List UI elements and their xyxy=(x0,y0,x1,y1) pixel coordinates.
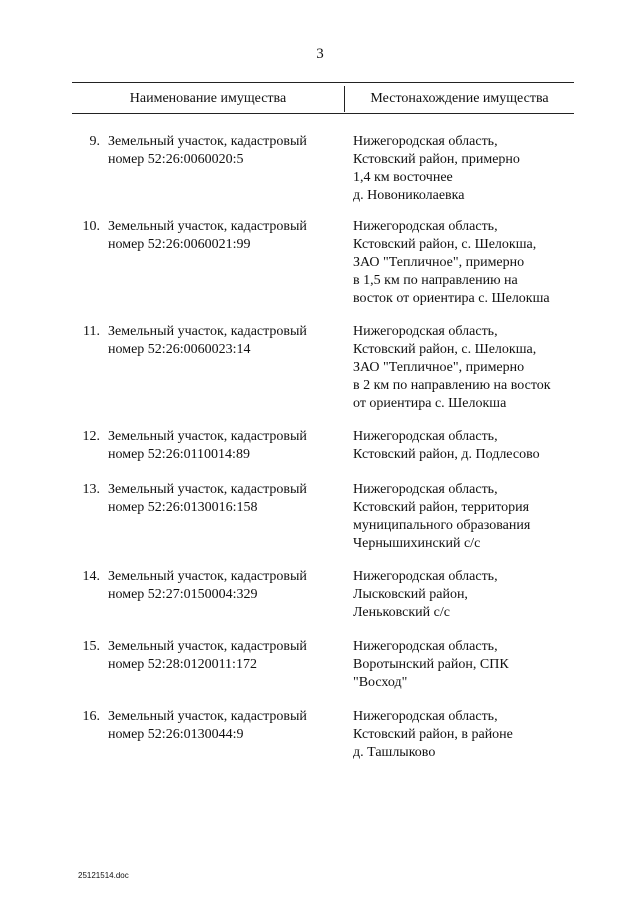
property-location xyxy=(353,133,583,205)
property-location-line: муниципального образования xyxy=(353,518,531,533)
row-number: 12. xyxy=(82,429,100,444)
property-location-line: Нижегородская область, xyxy=(353,639,498,654)
property-name xyxy=(108,323,340,359)
property-location-line: в 1,5 км по направлению на xyxy=(353,273,518,288)
property-name-line: Земельный участок, кадастровый xyxy=(108,639,307,654)
property-location xyxy=(353,481,583,553)
row-number: 9. xyxy=(89,134,100,149)
table-header-bottom-rule xyxy=(72,113,574,114)
property-location-line: Леньковский с/с xyxy=(353,605,450,620)
property-name xyxy=(108,481,340,517)
property-location xyxy=(353,568,583,622)
property-location-line: от ориентира с. Шелокша xyxy=(353,396,507,411)
property-name xyxy=(108,428,340,464)
property-name-line: Земельный участок, кадастровый xyxy=(108,709,307,724)
property-location-line: Кстовский район, в районе xyxy=(353,727,513,742)
property-location-line: Чернышихинский с/с xyxy=(353,536,481,551)
property-location xyxy=(353,708,583,762)
page-number: 3 xyxy=(316,46,324,62)
property-location-line: ЗАО "Тепличное", примерно xyxy=(353,255,525,270)
row-number: 13. xyxy=(82,482,100,497)
property-location-line: д. Ташлыково xyxy=(353,745,436,760)
property-name xyxy=(108,133,340,169)
property-location-line: Нижегородская область, xyxy=(353,429,498,444)
property-location-line: Воротынский район, СПК xyxy=(353,657,509,672)
row-number: 16. xyxy=(82,709,100,724)
property-location-line: Нижегородская область, xyxy=(353,219,498,234)
property-location xyxy=(353,638,583,692)
property-name-line: Земельный участок, кадастровый xyxy=(108,134,307,149)
property-location-line: Кстовский район, д. Подлесово xyxy=(353,447,540,462)
property-name-line: Земельный участок, кадастровый xyxy=(108,569,307,584)
table-header-location: Местонахождение имущества xyxy=(370,91,549,106)
property-name-line: Земельный участок, кадастровый xyxy=(108,219,307,234)
row-number: 11. xyxy=(83,324,100,339)
row-number: 10. xyxy=(82,219,100,234)
property-name xyxy=(108,568,340,604)
property-name-line: Земельный участок, кадастровый xyxy=(108,324,307,339)
document-filename: 25121514.doc xyxy=(78,871,129,880)
property-name-line: Земельный участок, кадастровый xyxy=(108,429,307,444)
row-number: 15. xyxy=(82,639,100,654)
property-location-line: восток от ориентира с. Шелокша xyxy=(353,291,550,306)
property-name-line: номер 52:26:0130016:158 xyxy=(108,500,258,515)
property-location-line: ЗАО "Тепличное", примерно xyxy=(353,360,525,375)
property-name-line: номер 52:26:0060021:99 xyxy=(108,237,251,252)
property-location-line: Лысковский район, xyxy=(353,587,468,602)
property-name xyxy=(108,218,340,254)
table-header-name: Наименование имущества xyxy=(129,91,287,106)
property-location-line: в 2 км по направлению на восток xyxy=(353,378,551,393)
property-location-line: д. Новониколаевка xyxy=(353,188,465,203)
property-name-line: номер 52:26:0130044:9 xyxy=(108,727,244,742)
property-location-line: Нижегородская область, xyxy=(353,709,498,724)
property-location-line: 1,4 км восточнее xyxy=(353,170,453,185)
property-location xyxy=(353,323,583,413)
property-location-line: Кстовский район, территория xyxy=(353,500,530,515)
property-name-line: номер 52:26:0110014:89 xyxy=(108,447,250,462)
row-number: 14. xyxy=(82,569,100,584)
property-location-line: Кстовский район, примерно xyxy=(353,152,520,167)
property-location-line: Кстовский район, с. Шелокша, xyxy=(353,237,537,252)
property-location xyxy=(353,428,583,464)
property-name-line: номер 52:26:0060023:14 xyxy=(108,342,251,357)
property-location-line: Нижегородская область, xyxy=(353,569,498,584)
property-name-line: номер 52:27:0150004:329 xyxy=(108,587,258,602)
property-location-line: Кстовский район, с. Шелокша, xyxy=(353,342,537,357)
table-header-top-rule xyxy=(72,82,574,83)
property-location-line: Нижегородская область, xyxy=(353,482,498,497)
property-name-line: номер 52:26:0060020:5 xyxy=(108,152,244,167)
property-name-line: Земельный участок, кадастровый xyxy=(108,482,307,497)
property-location xyxy=(353,218,583,308)
property-location-line: Нижегородская область, xyxy=(353,134,498,149)
property-name-line: номер 52:28:0120011:172 xyxy=(108,657,257,672)
property-location-line: "Восход" xyxy=(353,675,408,690)
property-name xyxy=(108,638,340,674)
property-name xyxy=(108,708,340,744)
property-location-line: Нижегородская область, xyxy=(353,324,498,339)
